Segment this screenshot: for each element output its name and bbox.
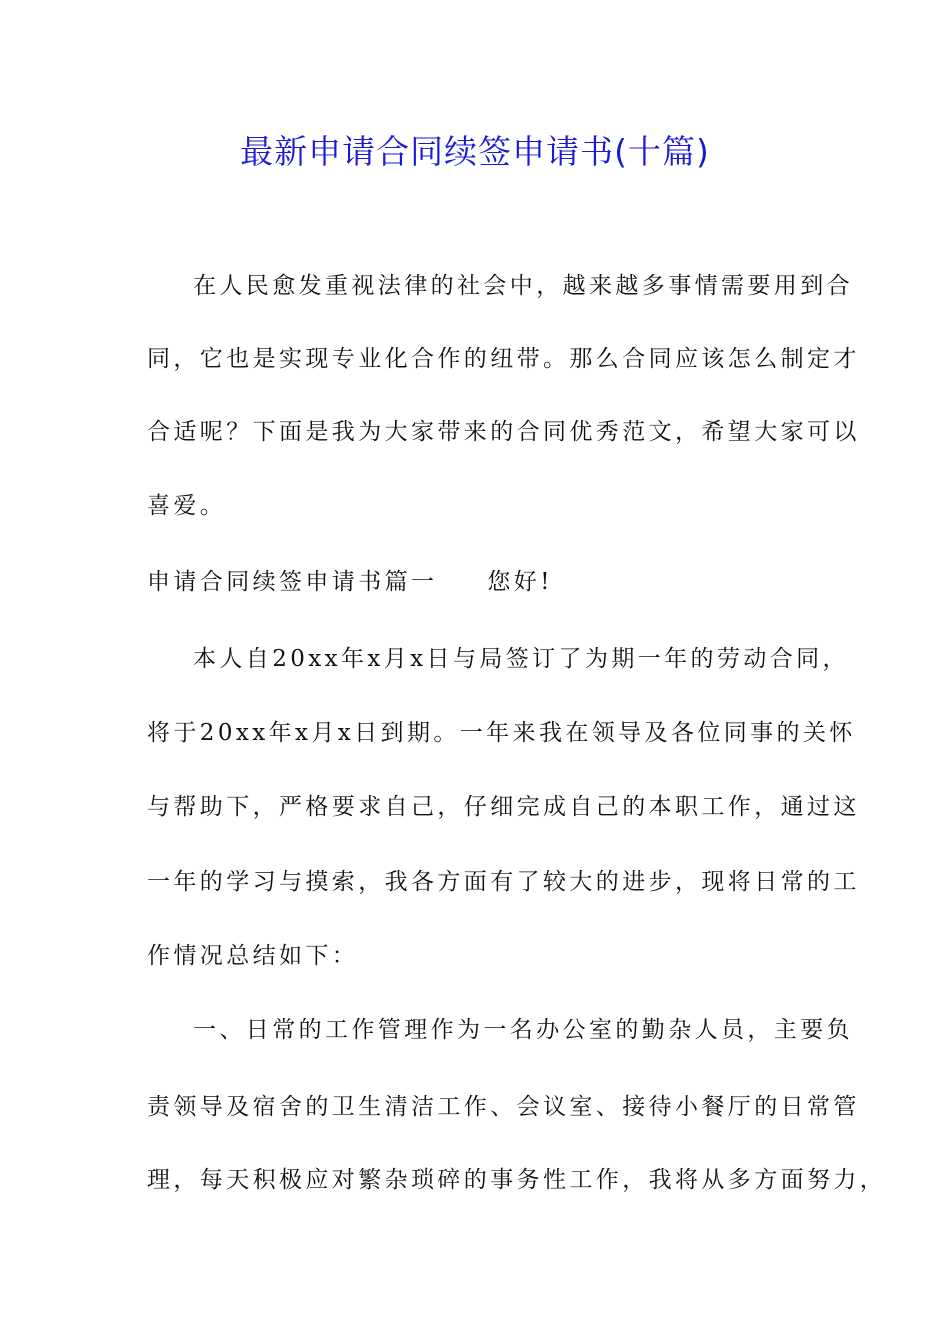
document-title: 最新申请合同续签申请书(十篇) [240, 132, 710, 171]
section-heading: 申请合同续签申请书篇一 [147, 569, 438, 595]
paragraph-line: 同，它也是实现专业化合作的纽带。那么合同应该怎么制定才 [147, 346, 860, 372]
paragraph-line: 一年的学习与摸索，我各方面有了较大的进步，现将日常的工 [147, 869, 860, 895]
paragraph-line: 一、日常的工作管理作为一名办公室的勤杂人员，主要负 [193, 1017, 853, 1043]
paragraph-line: 将于20xx年x月x日到期。一年来我在领导及各位同事的关怀 [147, 720, 856, 746]
salutation: 您好! [487, 569, 553, 595]
section-heading-line [147, 566, 553, 598]
paragraph-line: 责领导及宿舍的卫生清洁工作、会议室、接待小餐厅的日常管 [147, 1094, 860, 1120]
paragraph-line: 喜爱。 [147, 493, 227, 519]
paragraph-line: 合适呢？下面是我为大家带来的合同优秀范文，希望大家可以 [147, 419, 860, 445]
paragraph-line: 作情况总结如下： [147, 943, 359, 969]
paragraph-line: 与帮助下，严格要求自己，仔细完成自己的本职工作，通过这 [147, 794, 860, 820]
paragraph-line: 本人自20xx年x月x日与局签订了为期一年的劳动合同， [193, 646, 849, 672]
paragraph-line: 理，每天积极应对繁杂琐碎的事务性工作，我将从多方面努力， [147, 1167, 887, 1193]
paragraph-line: 在人民愈发重视法律的社会中，越来越多事情需要用到合 [193, 273, 853, 299]
